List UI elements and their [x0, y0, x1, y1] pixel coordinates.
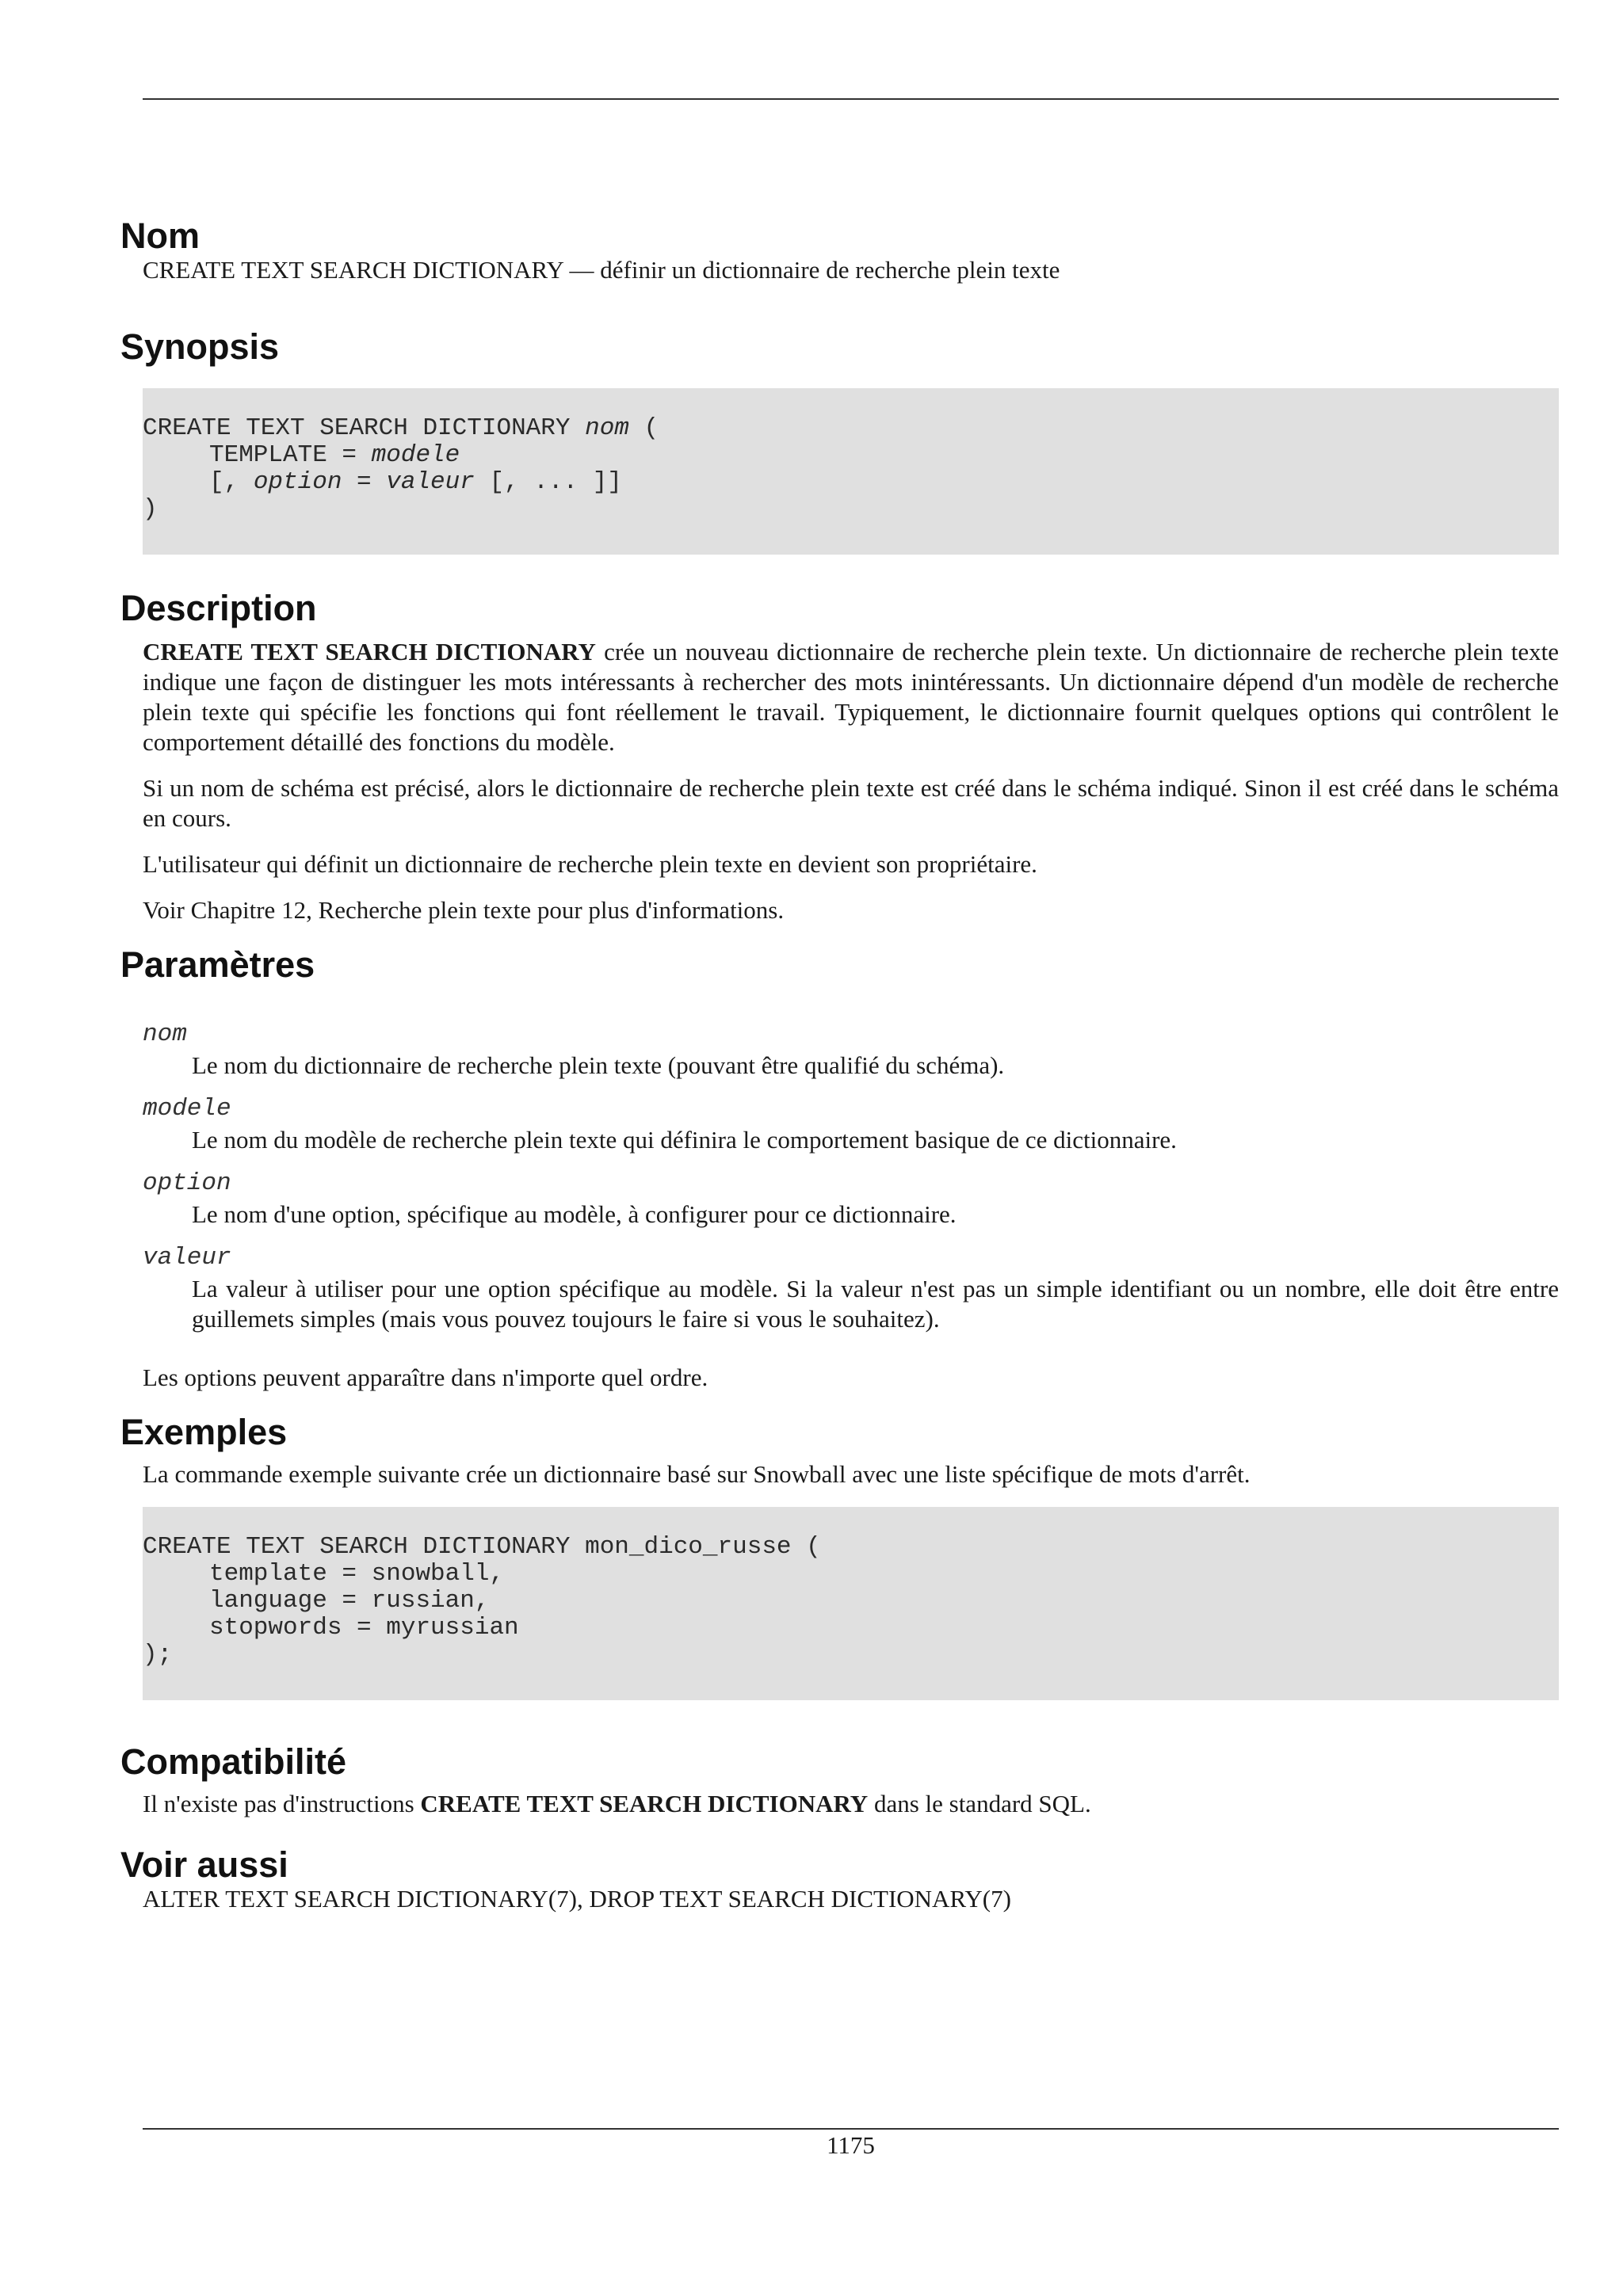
section-heading-nom: Nom	[120, 215, 200, 256]
description-paragraph-2: Si un nom de schéma est précisé, alors le dictionnaire de recherche plein texte est créé dans le schéma indiqué. Sinon il est créé dans le schéma en cours.	[143, 774, 1559, 832]
description-paragraph-3: L'utilisateur qui définit un dictionnaire de recherche plein texte en devient son propriétaire.	[143, 850, 1037, 878]
param-entry-valeur	[120, 1242, 1559, 1334]
param-entry-modele	[120, 1093, 1559, 1155]
refname-purpose: CREATE TEXT SEARCH DICTIONARY — définir un dictionnaire de recherche plein texte	[143, 256, 1060, 284]
example-code-block: CREATE TEXT SEARCH DICTIONARY mon_dico_russe ( template = snowball, language = russian, stopwords = myrussian );	[143, 1507, 1559, 1700]
exemples-intro: La commande exemple suivante crée un dictionnaire basé sur Snowball avec une liste spécifique de mots d'arrêt.	[143, 1460, 1251, 1488]
section-heading-voir-aussi: Voir aussi	[120, 1844, 288, 1885]
section-heading-parametres: Paramètres	[120, 944, 315, 985]
param-entry-nom	[120, 1019, 1559, 1081]
section-heading-synopsis: Synopsis	[120, 326, 280, 367]
voir-aussi-links: ALTER TEXT SEARCH DICTIONARY(7), DROP TEXT SEARCH DICTIONARY(7)	[143, 1885, 1011, 1913]
param-term: nom	[143, 1020, 187, 1048]
param-entry-option	[120, 1168, 1559, 1230]
param-definition: Le nom d'une option, spécifique au modèle, à configurer pour ce dictionnaire.	[192, 1200, 957, 1228]
command-name: CREATE TEXT SEARCH DICTIONARY	[143, 638, 596, 666]
param-term: option	[143, 1169, 231, 1197]
param-term: modele	[143, 1095, 231, 1123]
description-paragraph-4: Voir Chapitre 12, Recherche plein texte pour plus d'informations.	[143, 896, 785, 924]
page-number: 1175	[827, 2131, 875, 2159]
param-definition: Le nom du modèle de recherche plein texte qui définira le comportement basique de ce dictionnaire.	[192, 1126, 1177, 1154]
section-heading-compatibilite: Compatibilité	[120, 1741, 347, 1782]
param-definition: La valeur à utiliser pour une option spécifique au modèle. Si la valeur n'est pas un simple identifiant ou un nombre, elle doit être entre guillemets simples (mais vous pouvez toujours le faire si vous le souhaitez).	[192, 1275, 1559, 1333]
synopsis-code-block: CREATE TEXT SEARCH DICTIONARY nom ( TEMPLATE = modele [, option = valeur [, ... ]] )	[143, 388, 1559, 555]
description-paragraph-1: CREATE TEXT SEARCH DICTIONARY crée un nouveau dictionnaire de recherche plein texte. Un dictionnaire de recherche plein texte indique une façon de distinguer les mots intéressants à rechercher des mots inintéressants. Un dictionnaire dépend d'un modèle de recherche plein texte qui spécifie les fonctions qui font réellement le travail. Typiquement, le dictionnaire fournit quelques options qui contrôlent le comportement détaillé des fonctions du modèle.	[143, 638, 1560, 756]
param-term: valeur	[143, 1244, 231, 1272]
page-content	[120, 214, 1559, 1914]
section-heading-description: Description	[120, 588, 317, 628]
header-rule	[143, 98, 1559, 100]
compatibilite-text: Il n'existe pas d'instructions CREATE TEXT SEARCH DICTIONARY dans le standard SQL.	[143, 1790, 1091, 1817]
param-definition: Le nom du dictionnaire de recherche plein texte (pouvant être qualifié du schéma).	[192, 1051, 1005, 1079]
section-heading-exemples: Exemples	[120, 1412, 288, 1452]
parametres-note: Les options peuvent apparaître dans n'importe quel ordre.	[143, 1363, 708, 1391]
